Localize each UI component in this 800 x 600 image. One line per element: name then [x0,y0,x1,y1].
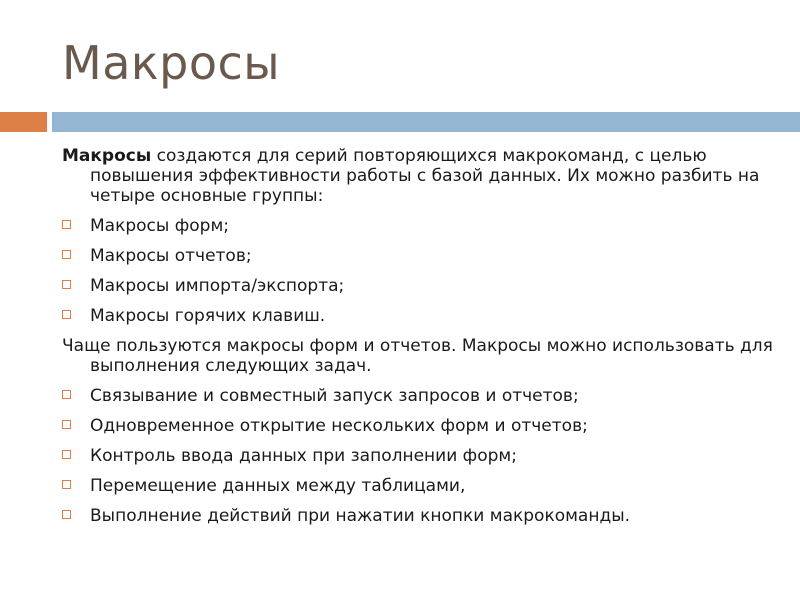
list-item-text: Одновременное открытие нескольких форм и отчетов; [90,416,588,436]
square-bullet-icon [62,420,71,429]
slide-title: Макросы [62,36,281,90]
accent-bar-orange [0,112,47,132]
list-item-text: Перемещение данных между таблицами, [90,476,466,496]
groups-list [62,216,782,326]
intro-text: создаются для серий повторяющихся макрокоманд, с целью повышения эффективности работы с базой данных. Их можно разбить на четыре основные группы: [90,146,760,206]
list-item-text: Выполнение действий при нажатии кнопки макрокоманды. [90,506,631,526]
square-bullet-icon [62,220,71,229]
intro-paragraph [62,146,782,206]
tasks-list [62,386,782,526]
square-bullet-icon [62,510,71,519]
intro-bold-term: Макросы [62,146,152,166]
square-bullet-icon [62,250,71,259]
list-item [62,306,782,326]
list-item-text: Связывание и совместный запуск запросов и отчетов; [90,386,579,406]
list-item [62,446,782,466]
list-item-text: Макросы форм; [90,216,229,236]
slide-content [62,146,782,536]
list-item-text: Макросы отчетов; [90,246,252,266]
list-item [62,506,782,526]
list-item [62,216,782,236]
square-bullet-icon [62,390,71,399]
list-item [62,416,782,436]
list-item [62,476,782,496]
square-bullet-icon [62,480,71,489]
list-item [62,276,782,296]
list-item [62,386,782,406]
square-bullet-icon [62,450,71,459]
list-item-text: Макросы горячих клавиш. [90,306,326,326]
usage-paragraph: Чаще пользуются макросы форм и отчетов. Макросы можно использовать для выполнения следующих задач. [62,336,773,376]
square-bullet-icon [62,310,71,319]
square-bullet-icon [62,280,71,289]
accent-bar-blue [52,112,800,132]
list-item-text: Контроль ввода данных при заполнении форм; [90,446,517,466]
list-item [62,246,782,266]
list-item-text: Макросы импорта/экспорта; [90,276,345,296]
